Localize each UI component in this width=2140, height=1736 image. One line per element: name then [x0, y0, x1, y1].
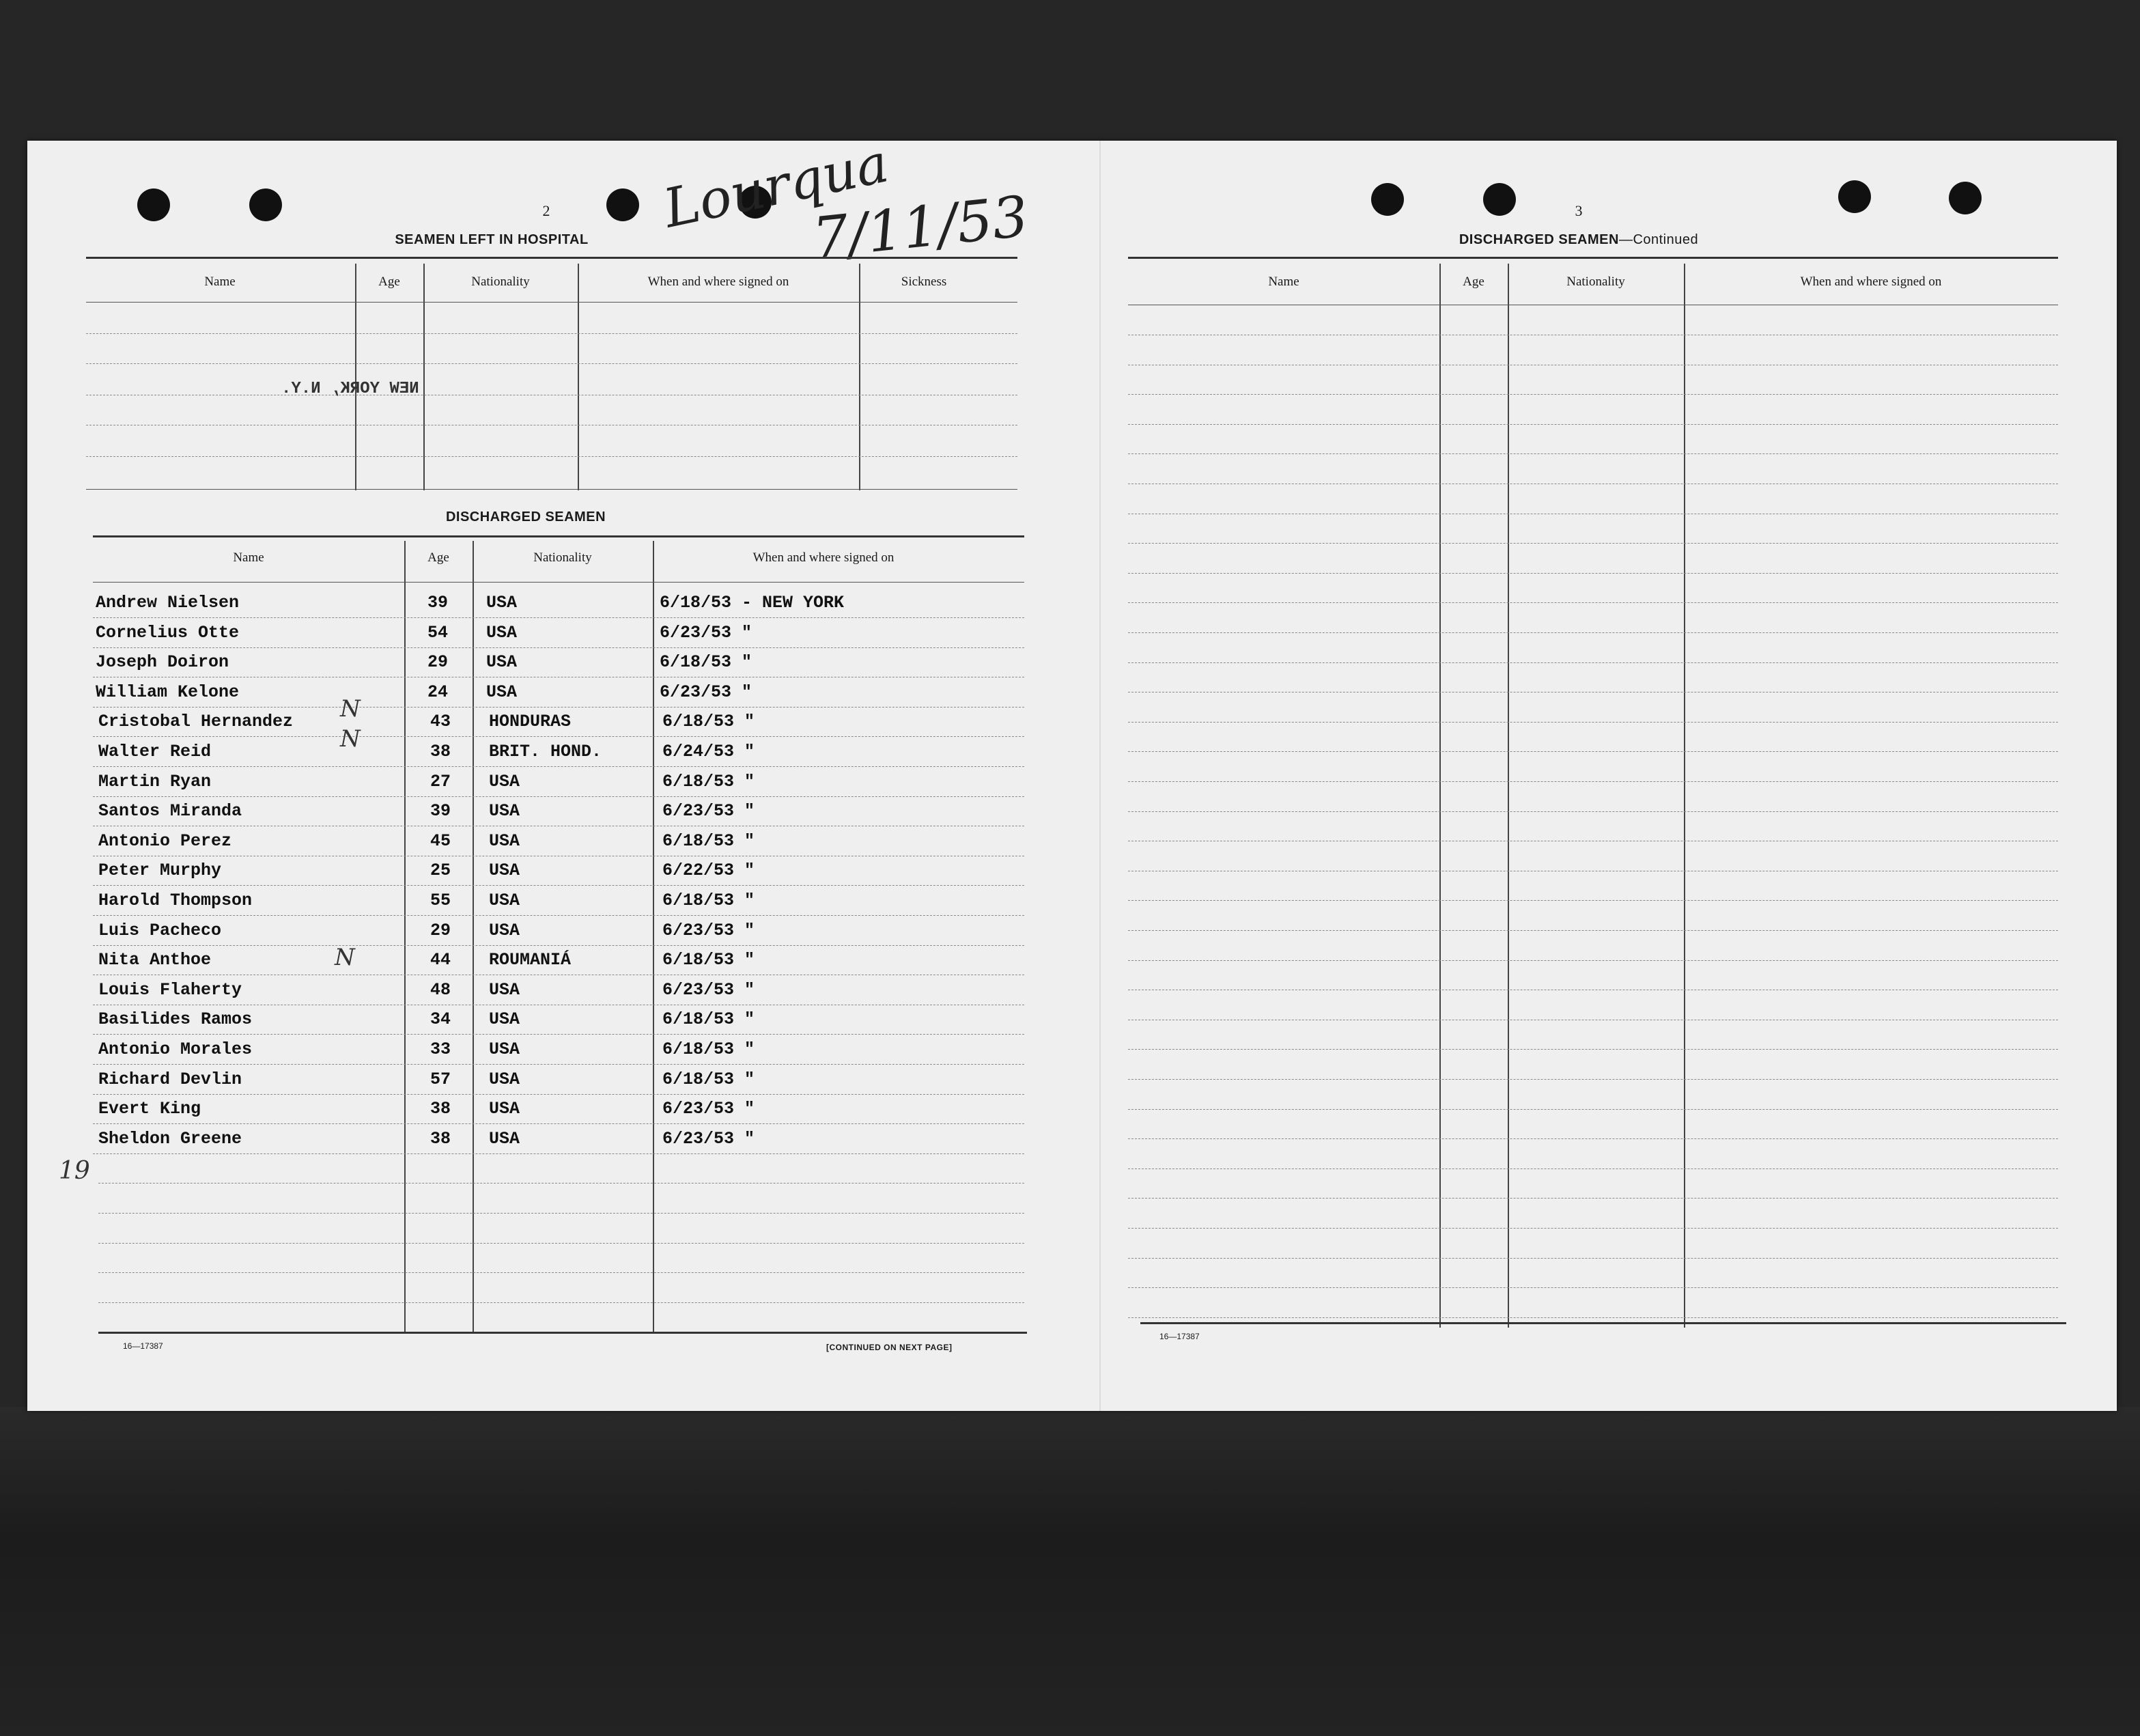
page-number-left: 2	[542, 202, 550, 219]
seaman-name: Harold Thompson	[98, 891, 253, 910]
punch-hole	[1838, 180, 1871, 213]
hospital-section-title: SEAMEN LEFT IN HOSPITAL	[395, 232, 589, 247]
blank-row-line	[1128, 960, 2058, 961]
seaman-signed-on: 6/18/53 "	[660, 652, 752, 673]
seaman-nationality: USA	[489, 920, 520, 940]
margin-count: 19	[59, 1157, 90, 1185]
blank-row-line	[1128, 1198, 2058, 1199]
seaman-age: 29	[427, 652, 449, 673]
seaman-signed-on: 6/22/53 "	[662, 860, 755, 881]
row-line	[93, 796, 1024, 797]
discharged-col-signed-on: When and where signed on	[752, 550, 895, 565]
discharged-col-divider	[653, 541, 654, 1333]
margin-mark-n: N	[340, 725, 361, 753]
row-line	[93, 707, 1024, 708]
form-number-left: 16—17387	[123, 1341, 163, 1351]
seaman-age: 38	[430, 1128, 451, 1149]
seaman-age: 39	[427, 593, 449, 613]
seaman-age: 29	[430, 920, 451, 940]
blank-row-line	[1128, 900, 2058, 901]
hospital-col-age: Age	[378, 275, 400, 289]
punch-hole	[137, 188, 170, 221]
seaman-signed-on: 6/18/53 "	[662, 1039, 755, 1059]
blank-row-line	[1128, 1168, 2058, 1169]
hospital-col-name: Name	[204, 275, 236, 289]
seaman-nationality: USA	[489, 830, 520, 851]
blank-row-line	[1128, 781, 2058, 782]
blank-row-line	[1128, 424, 2058, 425]
seaman-age: 38	[430, 1099, 451, 1119]
discharged-col-divider	[473, 541, 474, 1333]
blank-row-line	[1128, 722, 2058, 723]
seaman-nationality: USA	[486, 652, 518, 673]
discharged-bottom-rule	[98, 1332, 1027, 1334]
hospital-bottom-rule	[86, 489, 1017, 490]
seaman-name: Richard Devlin	[98, 1069, 242, 1089]
seaman-nationality: USA	[489, 1069, 520, 1089]
seaman-signed-on: 6/18/53 "	[662, 771, 755, 792]
seaman-signed-on: 6/18/53 "	[662, 1009, 755, 1030]
blank-row-line	[1128, 1258, 2058, 1259]
seaman-age: 55	[430, 891, 451, 910]
row-line	[93, 766, 1024, 767]
right-bottom-rule	[1140, 1322, 2066, 1324]
blank-row-line	[1128, 602, 2058, 603]
row-line	[93, 885, 1024, 886]
row-line	[93, 915, 1024, 916]
seaman-name: Joseph Doiron	[96, 652, 229, 673]
discharged-col-nationality: Nationality	[533, 550, 592, 565]
seaman-name: William Kelone	[96, 682, 240, 702]
hospital-col-nationality: Nationality	[471, 275, 530, 289]
seaman-name: Cristobal Hernandez	[98, 712, 294, 732]
seaman-age: 48	[430, 979, 451, 1000]
seaman-nationality: USA	[486, 682, 518, 702]
seaman-age: 45	[430, 830, 451, 851]
blank-row-line	[1128, 751, 2058, 752]
seaman-name: Walter Reid	[98, 742, 212, 761]
seaman-name: Basilides Ramos	[98, 1009, 253, 1030]
row-line	[93, 647, 1024, 648]
margin-mark-n: N	[335, 944, 355, 971]
blank-row-line	[98, 1272, 1024, 1273]
hospital-top-rule	[86, 257, 1017, 259]
seaman-signed-on: 6/24/53 "	[662, 742, 755, 761]
seaman-nationality: USA	[489, 891, 520, 910]
blank-row-line	[1128, 453, 2058, 454]
right-col-nationality: Nationality	[1566, 275, 1625, 289]
seaman-name: Santos Miranda	[98, 801, 242, 822]
seaman-nationality: USA	[486, 622, 518, 643]
seaman-name: Nita Anthoe	[98, 950, 212, 970]
blank-row-line	[1128, 1109, 2058, 1110]
seaman-nationality: USA	[489, 860, 520, 881]
punch-hole	[606, 188, 639, 221]
seaman-name: Antonio Morales	[98, 1039, 253, 1059]
seaman-age: 24	[427, 682, 449, 702]
right-col-signed-on: When and where signed on	[1800, 275, 1942, 289]
discharged-col-age: Age	[427, 550, 449, 565]
seaman-nationality: USA	[489, 1128, 520, 1149]
blank-row-line	[98, 1213, 1024, 1214]
seaman-nationality: USA	[489, 1009, 520, 1030]
seaman-signed-on: 6/23/53 "	[662, 801, 755, 822]
seaman-name: Andrew Nielsen	[96, 593, 240, 613]
seaman-age: 44	[430, 950, 451, 970]
blank-row-line	[1128, 1228, 2058, 1229]
margin-mark-n: N	[340, 695, 361, 723]
punch-hole	[249, 188, 282, 221]
hospital-header-rule	[86, 302, 1017, 303]
discharged-header-rule	[93, 582, 1024, 583]
seaman-nationality: BRIT. HOND.	[489, 742, 602, 761]
blank-row-line	[98, 1302, 1024, 1303]
row-line	[93, 1064, 1024, 1065]
seaman-age: 39	[430, 801, 451, 822]
row-line	[93, 945, 1024, 946]
blank-row-line	[1128, 930, 2058, 931]
row-line	[93, 617, 1024, 618]
seaman-signed-on: 6/23/53 "	[662, 920, 755, 940]
blank-row-line	[1128, 1317, 2058, 1318]
seaman-name: Louis Flaherty	[98, 979, 242, 1000]
punch-hole	[1483, 183, 1516, 216]
seaman-signed-on: 6/23/53 "	[660, 682, 752, 702]
mirrored-stamp: NEW YORK, N.Y.	[281, 380, 419, 398]
right-col-age: Age	[1463, 275, 1484, 289]
blank-row-line	[1128, 394, 2058, 395]
blank-row-line	[1128, 811, 2058, 812]
form-number-right: 16—17387	[1159, 1332, 1200, 1341]
seaman-age: 27	[430, 771, 451, 792]
blank-row-line	[1128, 1049, 2058, 1050]
right-title-main: DISCHARGED SEAMEN	[1459, 232, 1619, 247]
row-line	[93, 1034, 1024, 1035]
seaman-age: 54	[427, 622, 449, 643]
seaman-age: 33	[430, 1039, 451, 1059]
seaman-nationality: USA	[489, 801, 520, 822]
hospital-row-line	[86, 363, 1017, 364]
row-line	[93, 736, 1024, 737]
seaman-signed-on: 6/18/53 "	[662, 1069, 755, 1089]
seaman-signed-on: 6/18/53 "	[662, 712, 755, 732]
row-line	[93, 1094, 1024, 1095]
seaman-signed-on: 6/18/53 "	[662, 830, 755, 851]
seaman-nationality: USA	[489, 1039, 520, 1059]
seaman-name: Martin Ryan	[98, 771, 212, 792]
seaman-nationality: HONDURAS	[489, 712, 572, 732]
right-top-rule	[1128, 257, 2058, 259]
discharged-section-title: DISCHARGED SEAMEN	[445, 509, 606, 524]
page-fold	[1099, 141, 1101, 1411]
seaman-age: 43	[430, 712, 451, 732]
punch-hole	[1371, 183, 1404, 216]
seaman-age: 57	[430, 1069, 451, 1089]
discharged-col-divider	[404, 541, 406, 1333]
page-number-right: 3	[1575, 202, 1583, 219]
seaman-name: Antonio Perez	[98, 830, 232, 851]
punch-hole	[1949, 182, 1982, 214]
seaman-age: 38	[430, 742, 451, 761]
right-col-name: Name	[1268, 275, 1299, 289]
seaman-signed-on: 6/23/53 "	[660, 622, 752, 643]
row-line	[93, 1123, 1024, 1124]
hospital-col-signed-on: When and where signed on	[647, 275, 789, 289]
seaman-signed-on: 6/23/53 "	[662, 1099, 755, 1119]
right-section-title	[1374, 232, 1784, 248]
seaman-signed-on: 6/18/53 "	[662, 891, 755, 910]
seaman-signed-on: 6/18/53 - NEW YORK	[660, 593, 845, 613]
discharged-col-name: Name	[233, 550, 264, 565]
blank-row-line	[1128, 543, 2058, 544]
document-sheet	[27, 132, 2117, 1411]
discharged-top-rule	[93, 535, 1024, 537]
seaman-name: Cornelius Otte	[96, 622, 240, 643]
seaman-name: Sheldon Greene	[98, 1128, 242, 1149]
hospital-row-line	[86, 456, 1017, 457]
blank-row-line	[1128, 1079, 2058, 1080]
blank-row-line	[98, 1183, 1024, 1184]
seaman-nationality: USA	[489, 771, 520, 792]
seaman-name: Peter Murphy	[98, 860, 222, 881]
scanner-background	[0, 1407, 2140, 1736]
hospital-col-sickness: Sickness	[901, 275, 947, 289]
seaman-nationality: ROUMANIÁ	[489, 950, 572, 970]
row-line	[93, 1153, 1024, 1154]
seaman-signed-on: 6/18/53 "	[662, 950, 755, 970]
blank-row-line	[1128, 1287, 2058, 1288]
seaman-signed-on: 6/23/53 "	[662, 1128, 755, 1149]
seaman-name: Evert King	[98, 1099, 201, 1119]
blank-row-line	[1128, 662, 2058, 663]
seaman-nationality: USA	[489, 979, 520, 1000]
blank-row-line	[1128, 1138, 2058, 1139]
seaman-age: 34	[430, 1009, 451, 1030]
handwritten-note: Lourqua	[658, 132, 894, 240]
blank-row-line	[1128, 573, 2058, 574]
seaman-name: Luis Pacheco	[98, 920, 222, 940]
handwritten-date: 7/11/53	[809, 184, 1032, 272]
seaman-age: 25	[430, 860, 451, 881]
right-title-suffix: —Continued	[1618, 232, 1699, 247]
blank-row-line	[98, 1243, 1024, 1244]
seaman-nationality: USA	[486, 593, 518, 613]
seaman-nationality: USA	[489, 1099, 520, 1119]
continued-note: [CONTINUED ON NEXT PAGE]	[826, 1343, 953, 1352]
hospital-row-line	[86, 333, 1017, 334]
seaman-signed-on: 6/23/53 "	[662, 979, 755, 1000]
blank-row-line	[1128, 632, 2058, 633]
